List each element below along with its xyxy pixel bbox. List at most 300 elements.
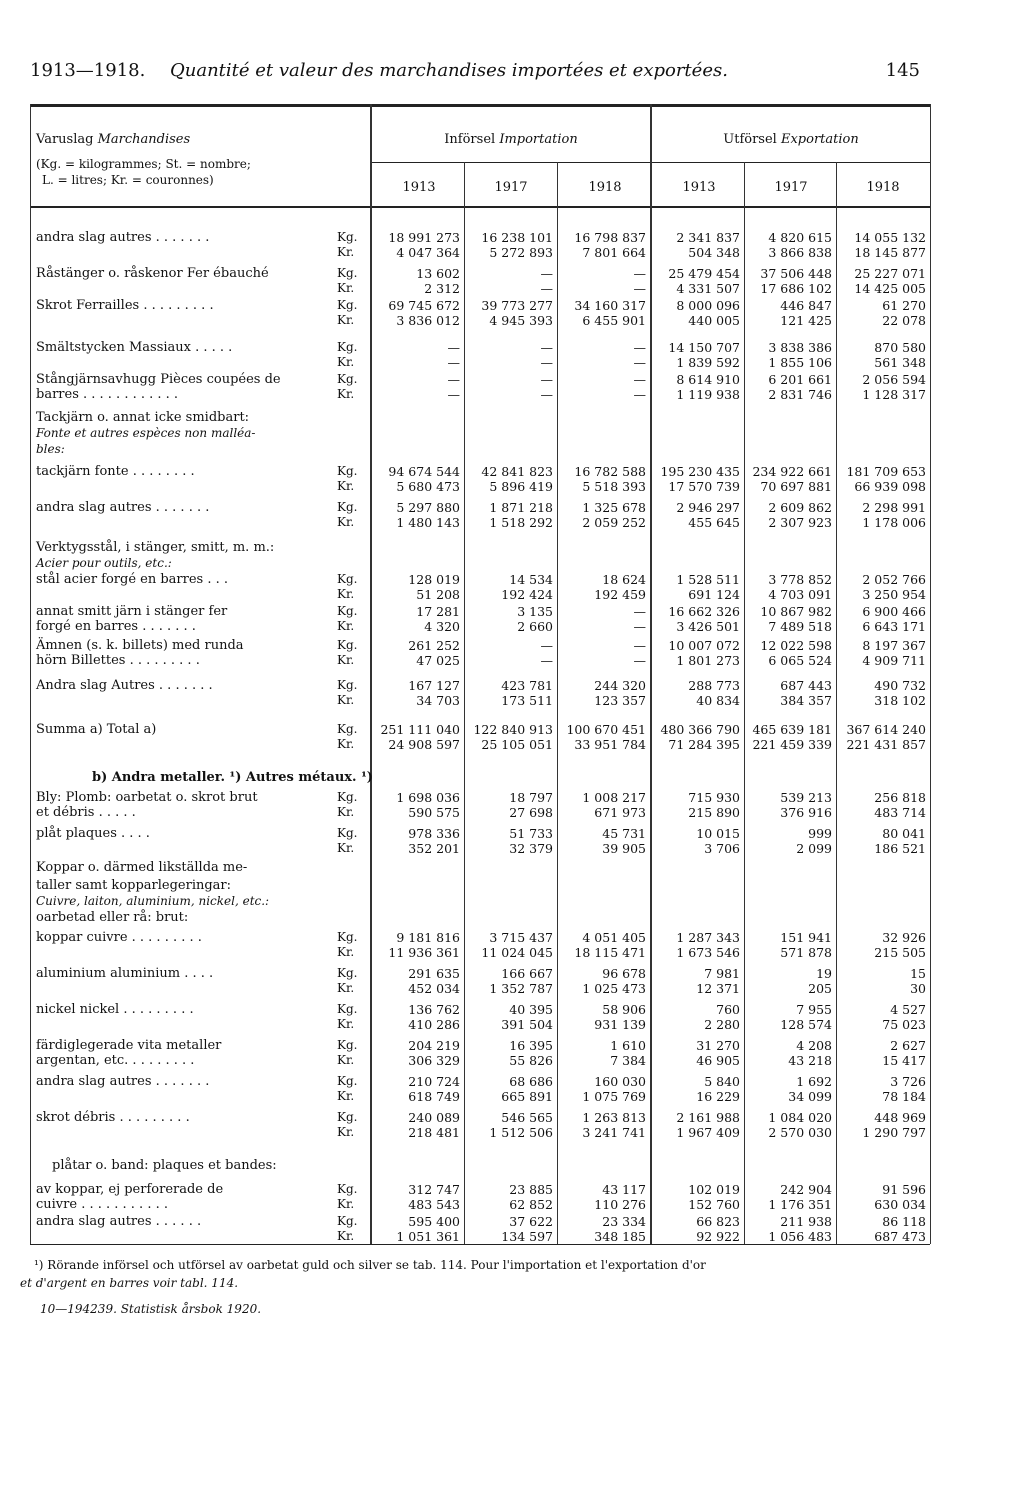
section-tackjarn: Tackjärn o. annat icke smidbart: bbox=[36, 410, 250, 425]
row-label bbox=[36, 722, 366, 752]
table-cell-kr: 62 852 bbox=[509, 1197, 553, 1212]
table-cell-kg: 18 991 273 bbox=[388, 230, 460, 245]
table-cell-kr: 22 078 bbox=[882, 313, 926, 328]
table-cell-kr: 2 660 bbox=[517, 619, 553, 634]
table-cell-kg: 2 341 837 bbox=[676, 230, 740, 245]
table-cell-kg: 18 624 bbox=[602, 572, 646, 587]
table-cell-kg: 251 111 040 bbox=[380, 722, 460, 737]
table-cell-kr: — bbox=[633, 281, 646, 296]
table-cell-kr: 128 574 bbox=[780, 1017, 832, 1032]
year-head: 1918 bbox=[866, 180, 900, 195]
table-cell-kg: 31 270 bbox=[696, 1038, 740, 1053]
table-cell-kr: — bbox=[540, 281, 553, 296]
table-cell-kg: — bbox=[540, 266, 553, 281]
section-tackjarn-fr: Fonte et autres espèces non malléa- bbox=[36, 426, 256, 440]
table-cell-kg: 4 051 405 bbox=[582, 930, 646, 945]
table-cell-kg: 23 885 bbox=[509, 1182, 553, 1197]
table-cell-kr: 5 896 419 bbox=[489, 479, 553, 494]
table-cell-kg: 16 395 bbox=[509, 1038, 553, 1053]
table-cell-kg: 367 614 240 bbox=[846, 722, 926, 737]
section-koppar: Koppar o. därmed likställda me- bbox=[36, 860, 248, 875]
table-cell-kr: — bbox=[633, 653, 646, 668]
table-cell-kg: 687 443 bbox=[780, 678, 832, 693]
unit-kg: Kg. bbox=[337, 1110, 358, 1124]
table-cell-kr: 7 801 664 bbox=[582, 245, 646, 260]
table-cell-kr: 561 348 bbox=[874, 355, 926, 370]
table-cell-kr: — bbox=[447, 387, 460, 402]
table-cell-kg: 546 565 bbox=[501, 1110, 553, 1125]
table-cell-kr: 687 473 bbox=[874, 1229, 926, 1244]
table-cell-kg: 1 871 218 bbox=[489, 500, 553, 515]
table-cell-kg: 94 674 544 bbox=[388, 464, 460, 479]
export-head: Utförsel Exportation bbox=[723, 132, 859, 147]
section-platar: plåtar o. band: plaques et bandes: bbox=[52, 1158, 277, 1173]
unit-kr: Kr. bbox=[337, 1089, 355, 1103]
unit-kg: Kg. bbox=[337, 678, 358, 692]
table-bottom-rule bbox=[30, 1244, 930, 1245]
unit-kr: Kr. bbox=[337, 1197, 355, 1211]
unit-kr: Kr. bbox=[337, 841, 355, 855]
frame-left bbox=[30, 104, 31, 1244]
table-cell-kr: 173 511 bbox=[501, 693, 553, 708]
year-head: 1918 bbox=[588, 180, 622, 195]
row-label bbox=[36, 790, 366, 820]
row-label-text: Skrot Ferrailles . . . . . . . . . bbox=[36, 298, 214, 313]
unit-kr: Kr. bbox=[337, 981, 355, 995]
table-cell-kr: 440 005 bbox=[688, 313, 740, 328]
table-cell-kr: 71 284 395 bbox=[668, 737, 740, 752]
year-head: 1913 bbox=[682, 180, 716, 195]
row-label bbox=[36, 1182, 366, 1212]
row-label-text-2: et débris . . . . . bbox=[36, 805, 136, 820]
table-cell-kr: 221 459 339 bbox=[752, 737, 832, 752]
year-head: 1913 bbox=[402, 180, 436, 195]
row-label bbox=[36, 604, 366, 634]
table-cell-kr: 1 512 506 bbox=[489, 1125, 553, 1140]
unit-kg: Kg. bbox=[337, 1214, 358, 1228]
table-cell-kr: 15 417 bbox=[882, 1053, 926, 1068]
table-cell-kg: 1 610 bbox=[610, 1038, 646, 1053]
unit-kr: Kr. bbox=[337, 387, 355, 401]
table-cell-kg: — bbox=[633, 604, 646, 619]
table-cell-kr: 16 229 bbox=[696, 1089, 740, 1104]
table-cell-kr: 1 480 143 bbox=[396, 515, 460, 530]
unit-kg: Kg. bbox=[337, 930, 358, 944]
table-cell-kg: 240 089 bbox=[408, 1110, 460, 1125]
table-cell-kr: 18 145 877 bbox=[854, 245, 926, 260]
table-cell-kg: 151 941 bbox=[780, 930, 832, 945]
table-cell-kr: 4 909 711 bbox=[862, 653, 926, 668]
row-label bbox=[36, 930, 366, 960]
unit-kg: Kg. bbox=[337, 966, 358, 980]
unit-kg: Kg. bbox=[337, 340, 358, 354]
table-cell-kr: 3 241 741 bbox=[582, 1125, 646, 1140]
table-cell-kr: 1 673 546 bbox=[676, 945, 740, 960]
year-head: 1917 bbox=[774, 180, 808, 195]
table-cell-kg: 312 747 bbox=[408, 1182, 460, 1197]
table-cell-kg: — bbox=[540, 372, 553, 387]
page-number: 145 bbox=[885, 60, 920, 81]
table-cell-kg: — bbox=[540, 340, 553, 355]
table-cell-kr: 4 320 bbox=[424, 619, 460, 634]
table-cell-kr: 11 936 361 bbox=[388, 945, 460, 960]
table-cell-kr: 352 201 bbox=[408, 841, 460, 856]
table-cell-kg: 181 709 653 bbox=[846, 464, 926, 479]
section-verktygsstal-fr: Acier pour outils, etc.: bbox=[36, 556, 172, 570]
table-cell-kg: 261 252 bbox=[408, 638, 460, 653]
row-label bbox=[36, 500, 366, 530]
table-cell-kg: 999 bbox=[808, 826, 832, 841]
unit-kg: Kg. bbox=[337, 604, 358, 618]
table-cell-kr: 66 939 098 bbox=[854, 479, 926, 494]
table-cell-kr: 30 bbox=[910, 981, 926, 996]
table-cell-kg: 9 181 816 bbox=[396, 930, 460, 945]
unit-kr: Kr. bbox=[337, 805, 355, 819]
table-cell-kg: 14 055 132 bbox=[854, 230, 926, 245]
table-cell-kr: 3 250 954 bbox=[862, 587, 926, 602]
table-cell-kr: 590 575 bbox=[408, 805, 460, 820]
table-cell-kg: 13 602 bbox=[416, 266, 460, 281]
table-cell-kr: 121 425 bbox=[780, 313, 832, 328]
unit-kr: Kr. bbox=[337, 515, 355, 529]
table-cell-kr: — bbox=[540, 387, 553, 402]
table-cell-kr: 1 025 473 bbox=[582, 981, 646, 996]
row-label bbox=[36, 1038, 366, 1068]
table-cell-kg: 234 922 661 bbox=[752, 464, 832, 479]
table-cell-kg: 1 325 678 bbox=[582, 500, 646, 515]
table-cell-kr: 6 065 524 bbox=[768, 653, 832, 668]
table-cell-kg: 86 118 bbox=[882, 1214, 926, 1229]
table-cell-kg: 978 336 bbox=[408, 826, 460, 841]
table-cell-kr: 47 025 bbox=[416, 653, 460, 668]
table-cell-kr: 571 878 bbox=[780, 945, 832, 960]
footnote-2: et d'argent en barres voir tabl. 114. bbox=[20, 1276, 239, 1290]
table-cell-kg: 291 635 bbox=[408, 966, 460, 981]
footnote: ¹) Rörande införsel och utförsel av oarbetat guld och silver se tab. 114. Pour l'importation et l'exportation d'or bbox=[34, 1258, 706, 1272]
table-cell-kg: 242 904 bbox=[780, 1182, 832, 1197]
table-cell-kg: 715 930 bbox=[688, 790, 740, 805]
table-cell-kr: 2 312 bbox=[424, 281, 460, 296]
varuslag-head: Varuslag Marchandises bbox=[36, 132, 191, 147]
row-label-text: färdiglegerade vita metaller bbox=[36, 1038, 222, 1053]
top-rule bbox=[30, 104, 930, 107]
row-label bbox=[36, 372, 366, 402]
table-cell-kr: 4 945 393 bbox=[489, 313, 553, 328]
table-cell-kg: 1 287 343 bbox=[676, 930, 740, 945]
unit-kg: Kg. bbox=[337, 1182, 358, 1196]
unit-kr: Kr. bbox=[337, 1053, 355, 1067]
table-cell-kr: 665 891 bbox=[501, 1089, 553, 1104]
row-label-text: andra slag autres . . . . . . . bbox=[36, 500, 210, 515]
row-label-text: aluminium aluminium . . . . bbox=[36, 966, 214, 981]
header-years: 1913—1918. bbox=[30, 60, 146, 81]
table-cell-kr: 1 855 106 bbox=[768, 355, 832, 370]
unit-kg: Kg. bbox=[337, 638, 358, 652]
table-cell-kr: 34 099 bbox=[788, 1089, 832, 1104]
table-cell-kr: 43 218 bbox=[788, 1053, 832, 1068]
table-cell-kr: 192 459 bbox=[594, 587, 646, 602]
table-cell-kr: 186 521 bbox=[874, 841, 926, 856]
table-cell-kr: — bbox=[633, 619, 646, 634]
row-label-text-2: argentan, etc. . . . . . . . . bbox=[36, 1053, 195, 1068]
unit-kg: Kg. bbox=[337, 1074, 358, 1088]
unit-kg: Kg. bbox=[337, 790, 358, 804]
table-cell-kg: 160 030 bbox=[594, 1074, 646, 1089]
table-cell-kr: 6 643 171 bbox=[862, 619, 926, 634]
row-label-text: andra slag autres . . . . . . . bbox=[36, 230, 210, 245]
table-cell-kg: 32 926 bbox=[882, 930, 926, 945]
table-cell-kr: 318 102 bbox=[874, 693, 926, 708]
table-cell-kr: 215 890 bbox=[688, 805, 740, 820]
table-cell-kr: 1 178 006 bbox=[862, 515, 926, 530]
table-cell-kr: 46 905 bbox=[696, 1053, 740, 1068]
table-cell-kr: 40 834 bbox=[696, 693, 740, 708]
table-cell-kg: 2 052 766 bbox=[862, 572, 926, 587]
unit-kr: Kr. bbox=[337, 945, 355, 959]
row-label-text: tackjärn fonte . . . . . . . . bbox=[36, 464, 195, 479]
table-cell-kg: 595 400 bbox=[408, 1214, 460, 1229]
table-cell-kg: 14 534 bbox=[509, 572, 553, 587]
table-cell-kg: 96 678 bbox=[602, 966, 646, 981]
section-koppar-2: taller samt kopparlegeringar: bbox=[36, 878, 232, 893]
row-label-text: Smältstycken Massiaux . . . . . bbox=[36, 340, 233, 355]
table-cell-kg: 2 946 297 bbox=[676, 500, 740, 515]
row-label bbox=[36, 678, 366, 708]
unit-kg: Kg. bbox=[337, 1038, 358, 1052]
row-label-text: stål acier forgé en barres . . . bbox=[36, 572, 229, 587]
table-cell-kr: 78 184 bbox=[882, 1089, 926, 1104]
table-cell-kg: 16 782 588 bbox=[574, 464, 646, 479]
table-cell-kg: 8 197 367 bbox=[862, 638, 926, 653]
table-cell-kr: 110 276 bbox=[594, 1197, 646, 1212]
table-cell-kg: 1 008 217 bbox=[582, 790, 646, 805]
table-cell-kg: 1 084 020 bbox=[768, 1110, 832, 1125]
table-cell-kg: 2 161 988 bbox=[676, 1110, 740, 1125]
table-cell-kr: 630 034 bbox=[874, 1197, 926, 1212]
table-cell-kg: 3 715 437 bbox=[489, 930, 553, 945]
table-cell-kg: 25 227 071 bbox=[854, 266, 926, 281]
table-cell-kg: 7 955 bbox=[796, 1002, 832, 1017]
table-cell-kr: 24 908 597 bbox=[388, 737, 460, 752]
table-cell-kg: 102 019 bbox=[688, 1182, 740, 1197]
table-cell-kg: 45 731 bbox=[602, 826, 646, 841]
table-cell-kg: 256 818 bbox=[874, 790, 926, 805]
table-cell-kg: 465 639 181 bbox=[752, 722, 832, 737]
table-cell-kr: 75 023 bbox=[882, 1017, 926, 1032]
table-cell-kg: 40 395 bbox=[509, 1002, 553, 1017]
table-cell-kr: 391 504 bbox=[501, 1017, 553, 1032]
table-cell-kr: 3 706 bbox=[704, 841, 740, 856]
table-cell-kr: — bbox=[633, 387, 646, 402]
table-cell-kg: 7 981 bbox=[704, 966, 740, 981]
table-cell-kg: 288 773 bbox=[688, 678, 740, 693]
row-label bbox=[36, 340, 366, 370]
row-label bbox=[36, 1002, 366, 1032]
table-cell-kg: 34 160 317 bbox=[574, 298, 646, 313]
row-label bbox=[36, 1074, 366, 1104]
table-cell-kr: 6 455 901 bbox=[582, 313, 646, 328]
table-cell-kg: 2 609 862 bbox=[768, 500, 832, 515]
table-cell-kr: 1 075 769 bbox=[582, 1089, 646, 1104]
table-cell-kr: 1 801 273 bbox=[676, 653, 740, 668]
unit-kr: Kr. bbox=[337, 479, 355, 493]
row-label-text: Råstänger o. råskenor Fer ébauché bbox=[36, 266, 269, 281]
unit-kr: Kr. bbox=[337, 355, 355, 369]
table-cell-kg: 37 506 448 bbox=[760, 266, 832, 281]
table-cell-kg: 6 201 661 bbox=[768, 372, 832, 387]
table-cell-kg: 10 015 bbox=[696, 826, 740, 841]
table-cell-kg: 204 219 bbox=[408, 1038, 460, 1053]
table-cell-kr: 4 703 091 bbox=[768, 587, 832, 602]
table-cell-kr: 1 967 409 bbox=[676, 1125, 740, 1140]
table-cell-kg: 16 238 101 bbox=[481, 230, 553, 245]
table-cell-kg: 91 596 bbox=[882, 1182, 926, 1197]
table-cell-kr: 34 703 bbox=[416, 693, 460, 708]
unit-kr: Kr. bbox=[337, 587, 355, 601]
table-cell-kr: 11 024 045 bbox=[481, 945, 553, 960]
table-cell-kg: 870 580 bbox=[874, 340, 926, 355]
table-cell-kr: 5 518 393 bbox=[582, 479, 646, 494]
table-cell-kr: 671 973 bbox=[594, 805, 646, 820]
table-cell-kg: 1 263 813 bbox=[582, 1110, 646, 1125]
table-cell-kr: 1 176 351 bbox=[768, 1197, 832, 1212]
row-label-text-2: cuivre . . . . . . . . . . . bbox=[36, 1197, 168, 1212]
table-cell-kr: 348 185 bbox=[594, 1229, 646, 1244]
unit-kg: Kg. bbox=[337, 464, 358, 478]
row-label-text: av koppar, ej perforerade de bbox=[36, 1182, 224, 1197]
unit-kg: Kg. bbox=[337, 722, 358, 736]
row-label-text: annat smitt järn i stänger fer bbox=[36, 604, 228, 619]
row-label bbox=[36, 1110, 366, 1140]
table-cell-kg: 760 bbox=[716, 1002, 740, 1017]
unit-kg: Kg. bbox=[337, 1002, 358, 1016]
table-cell-kg: 244 320 bbox=[594, 678, 646, 693]
unit-kr: Kr. bbox=[337, 245, 355, 259]
table-cell-kr: 218 481 bbox=[408, 1125, 460, 1140]
table-cell-kg: 448 969 bbox=[874, 1110, 926, 1125]
table-cell-kr: 306 329 bbox=[408, 1053, 460, 1068]
table-cell-kg: 166 667 bbox=[501, 966, 553, 981]
row-label bbox=[36, 1214, 366, 1244]
table-cell-kg: 58 906 bbox=[602, 1002, 646, 1017]
row-label bbox=[36, 230, 366, 260]
table-cell-kg: 12 022 598 bbox=[760, 638, 832, 653]
row-label-text: Stångjärnsavhugg Pièces coupées de bbox=[36, 372, 281, 387]
unit-kr: Kr. bbox=[337, 619, 355, 633]
table-cell-kr: 32 379 bbox=[509, 841, 553, 856]
table-cell-kg: 43 117 bbox=[602, 1182, 646, 1197]
table-cell-kg: 1 528 511 bbox=[676, 572, 740, 587]
row-label-text-2: hörn Billettes . . . . . . . . . bbox=[36, 653, 200, 668]
table-cell-kg: 25 479 454 bbox=[668, 266, 740, 281]
section-verktygsstal: Verktygsstål, i stänger, smitt, m. m.: bbox=[36, 540, 275, 555]
table-cell-kr: 483 714 bbox=[874, 805, 926, 820]
row-label-text: andra slag autres . . . . . . bbox=[36, 1214, 202, 1229]
table-cell-kr: 618 749 bbox=[408, 1089, 460, 1104]
row-label-text: skrot débris . . . . . . . . . bbox=[36, 1110, 190, 1125]
table-cell-kr: 1 119 938 bbox=[676, 387, 740, 402]
table-cell-kr: 2 831 746 bbox=[768, 387, 832, 402]
table-cell-kg: — bbox=[447, 340, 460, 355]
table-cell-kg: 5 297 880 bbox=[396, 500, 460, 515]
table-cell-kg: — bbox=[633, 266, 646, 281]
table-cell-kg: 128 019 bbox=[408, 572, 460, 587]
section-koppar-rå: oarbetad eller rå: brut: bbox=[36, 910, 189, 925]
table-cell-kg: 17 281 bbox=[416, 604, 460, 619]
table-cell-kr: 17 570 739 bbox=[668, 479, 740, 494]
table-cell-kr: 134 597 bbox=[501, 1229, 553, 1244]
table-cell-kg: 14 150 707 bbox=[668, 340, 740, 355]
header-title: Quantité et valeur des marchandises importées et exportées. bbox=[170, 60, 728, 81]
table-cell-kr: 39 905 bbox=[602, 841, 646, 856]
table-cell-kg: 1 692 bbox=[796, 1074, 832, 1089]
table-cell-kg: 18 797 bbox=[509, 790, 553, 805]
table-cell-kg: 15 bbox=[910, 966, 926, 981]
table-cell-kr: 221 431 857 bbox=[846, 737, 926, 752]
table-cell-kg: — bbox=[633, 372, 646, 387]
table-cell-kr: 12 371 bbox=[696, 981, 740, 996]
row-label bbox=[36, 266, 366, 296]
unit-kg: Kg. bbox=[337, 266, 358, 280]
table-cell-kg: 61 270 bbox=[882, 298, 926, 313]
table-cell-kr: 1 051 361 bbox=[396, 1229, 460, 1244]
table-cell-kg: 5 840 bbox=[704, 1074, 740, 1089]
table-cell-kr: 2 059 252 bbox=[582, 515, 646, 530]
unit-kr: Kr. bbox=[337, 737, 355, 751]
table-cell-kg: 2 298 991 bbox=[862, 500, 926, 515]
row-label bbox=[36, 638, 366, 668]
row-label-text: nickel nickel . . . . . . . . . bbox=[36, 1002, 194, 1017]
table-cell-kr: — bbox=[540, 653, 553, 668]
row-label-text: andra slag autres . . . . . . . bbox=[36, 1074, 210, 1089]
table-cell-kr: 931 139 bbox=[594, 1017, 646, 1032]
units-legend-2: L. = litres; Kr. = couronnes) bbox=[42, 173, 214, 187]
table-cell-kr: 4 331 507 bbox=[676, 281, 740, 296]
table-cell-kr: — bbox=[540, 355, 553, 370]
table-cell-kg: 4 820 615 bbox=[768, 230, 832, 245]
table-cell-kr: 92 922 bbox=[696, 1229, 740, 1244]
table-cell-kg: 23 334 bbox=[602, 1214, 646, 1229]
unit-kr: Kr. bbox=[337, 281, 355, 295]
table-cell-kr: 483 543 bbox=[408, 1197, 460, 1212]
table-cell-kr: 2 099 bbox=[796, 841, 832, 856]
table-cell-kg: — bbox=[633, 638, 646, 653]
table-cell-kg: 10 867 982 bbox=[760, 604, 832, 619]
imprint: 10—194239. Statistisk årsbok 1920. bbox=[40, 1302, 262, 1316]
table-cell-kg: 539 213 bbox=[780, 790, 832, 805]
unit-kr: Kr. bbox=[337, 1229, 355, 1243]
table-cell-kg: 2 056 594 bbox=[862, 372, 926, 387]
unit-kr: Kr. bbox=[337, 1125, 355, 1139]
row-label-text-2: forgé en barres . . . . . . . bbox=[36, 619, 196, 634]
row-label-text: Andra slag Autres . . . . . . . bbox=[36, 678, 213, 693]
table-cell-kg: 210 724 bbox=[408, 1074, 460, 1089]
table-cell-kr: 691 124 bbox=[688, 587, 740, 602]
table-cell-kr: 33 951 784 bbox=[574, 737, 646, 752]
row-label bbox=[36, 966, 366, 996]
table-cell-kr: 27 698 bbox=[509, 805, 553, 820]
table-cell-kr: 1 056 483 bbox=[768, 1229, 832, 1244]
table-cell-kr: 1 839 592 bbox=[676, 355, 740, 370]
table-cell-kg: 16 662 326 bbox=[668, 604, 740, 619]
table-cell-kg: 100 670 451 bbox=[566, 722, 646, 737]
row-label-text-2: barres . . . . . . . . . . . . bbox=[36, 387, 179, 402]
table-cell-kg: 195 230 435 bbox=[660, 464, 740, 479]
table-cell-kg: — bbox=[447, 372, 460, 387]
unit-kg: Kg. bbox=[337, 572, 358, 586]
table-cell-kg: 4 208 bbox=[796, 1038, 832, 1053]
row-label bbox=[36, 464, 366, 494]
